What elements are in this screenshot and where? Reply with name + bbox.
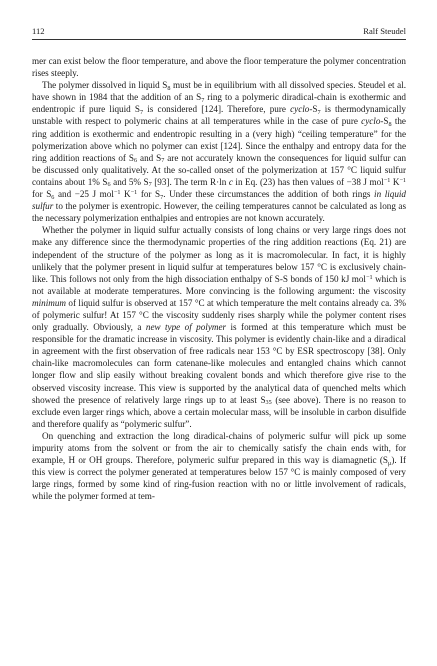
text-run: ring to a polymeric diradical-chain is exothermic and endentropic if pure liquid S [32,92,406,115]
text-run: 7 [148,181,152,189]
text-run: are not accurately known the consequences for liquid sulfur can be discussed only qualitatively. At the so-called onset of the polymerization at 157 °C liquid sulfur contains about 1% S [32,152,407,187]
text-run: 7 [201,96,205,104]
text-run: of liquid sulfur is observed at 157 °C at which temperature the melt contains already ca. 3% of polymeric sulfur! At 157 °C the viscosity suddenly rises sharply while the polymer content rises only gradually. Obviously, a [32,297,406,333]
text-run: K [390,176,400,187]
text-run: for S [137,189,161,200]
text-run: for S [32,189,52,200]
text-run: -S [380,116,389,127]
text-run: 6 [133,157,138,165]
paragraph [32,79,406,224]
text-run: 35 [265,399,272,407]
text-run: to the polymer is exentropic. However, the ceiling temperatures cannot be calculated as long as the necessary polymerization enthalpies and entropies are not known accurately. [32,201,406,224]
running-header [32,26,406,40]
text-run: minimum [32,297,66,308]
text-run: is formed at this temperature which must be responsible for the dramatic increase in viscosity. This polymer is evidently chain-like and a diradical in agreement with the first observation of free radicals near 153 °C by ESR spectroscopy [38]. Only chain-like macromolecules can form catenane-like molecules and entangled chains which cannot longer flow and slip easily without breaking covalent bonds and which therefore give rise to the observed viscosity increase. This view is supported by the analytical data of quenched melts which showed the presence of relatively large rings up to at least S [32,322,406,405]
text-run: 7 [161,157,165,165]
text-run: 7 [160,193,164,201]
text-run: . Under these circumstances the addition of both rings [163,189,375,200]
text-run: mer can exist below the floor temperature, and above the floor temperature the polymer concentration rises steeply. [32,56,406,79]
text-run: 6 [107,181,111,189]
text-run: new type of polymer [145,322,227,333]
text-run: 7 [139,108,144,116]
paragraph [32,430,406,503]
text-run: ). If this view is correct the polymer generated at temperatures below 157 °C is mainly composed of very large rings, formed by some kind of ring-fusion reaction with no or little involvement of radicals, while the polymer formed at tem- [32,455,406,502]
text-run: −1 [113,189,121,197]
text-run: −1 [383,176,391,184]
text-run: Whether the polymer in liquid sulfur actually consists of long chains or very large rings does not make any difference since the thermodynamic properties of the ring addition reactions (Eq. 21) are independent of the structure of the polymer as long as it is macromolecular. In fact, it is highly unlikely that the polymer present in liquid sulfur at temperatures below 157 °C is exclusively chain-like. This follows not only from the high dissociation enthalpy of S-S bonds of 150 kJ mol [32,225,406,284]
text-run: 7 [317,108,321,116]
text-run: cyclo [290,104,310,115]
text-run: −1 [365,273,373,281]
text-run: -S [309,104,318,115]
text-run: [93]. The term R·ln [151,176,229,187]
text-run: is considered [124]. Therefore, pure [143,104,291,115]
paragraph [32,224,406,430]
text-run: 8 [388,120,392,128]
text-run: μ [387,459,392,467]
text-run: c [228,176,233,187]
text-run: 6 [51,193,55,201]
text-run: (see above). There is no reason to exclude even larger rings which, above a certain molecular mass, will be insoluble in carbon disulfide and therefore qualify as “polymeric sulfur”. [32,394,406,429]
text-run: −1 [130,189,138,197]
text-run: must be in equilibrium with all dissolved species. Steudel et al. have shown in 1984 that the addition of an S [32,80,406,103]
page-number: 112 [32,26,45,36]
text-run: On quenching and extraction the long diradical-chains of polymeric sulfur will pick up some impurity atoms from the solvent or from the air to chemically satisfy the chain ends with, for example, H or OH groups. Therefore, polymeric sulfur prepared in this way is diamagnetic (S [32,430,406,466]
text-run: K [120,189,131,200]
body-text [32,55,406,502]
running-head-author: Ralf Steudel [363,26,406,36]
text-run: cyclo [361,116,381,127]
page [32,26,406,502]
paragraph [32,55,406,79]
text-run: is thermodynamically unstable with respect to polymeric chains at all temperatures while in the case of pure [32,104,406,127]
text-run: and −25 J mol [54,189,114,200]
text-run: The polymer dissolved in liquid S [42,80,168,91]
text-run: and S [137,152,162,163]
text-run: which is not available at moderate temperatures. More convincing is the following argument: the viscosity [32,273,406,296]
text-run: in Eq. (23) has then values of −38 J mol [232,176,384,187]
text-run: in liquid sulfur [32,189,406,212]
text-run: the ring addition is exothermic and endentropic resulting in a (very high) “ceiling temperature” for the polymerization above which no polymer can exist [124]. Since the enthalpy and entropy data for the ring addition reactions of S [32,116,406,163]
text-run: 8 [167,84,171,92]
text-run: and 5% S [110,176,149,187]
text-run: −1 [399,176,407,184]
